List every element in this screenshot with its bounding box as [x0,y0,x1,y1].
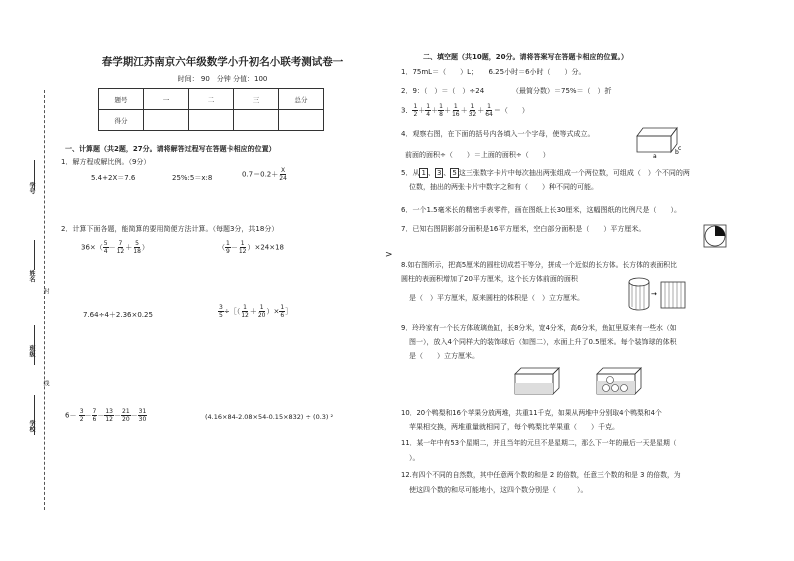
score-row-label: 得分 [99,110,144,131]
digit-card: 1 [421,169,426,177]
score-cell[interactable] [279,110,324,131]
frac-numerator: 3 [79,408,84,415]
frac-numerator: 1 [280,304,285,311]
fraction [438,103,444,118]
frac-numerator: 1 [226,240,230,247]
frac-numerator: 5 [135,240,139,247]
frac-numerator: 1 [453,103,458,110]
fraction [121,408,131,423]
expr-text: － [230,243,238,252]
q2-expr6: (4.16×84-2.08×54-0.15×832) ÷ (0.3) ² [205,413,334,421]
fill-q12b: 使这四个数的和尽可能地小，这四个数分别是（ ）。 [409,486,588,494]
q5-text: 这三张数字卡片中每次抽出两张组成一个两位数，可组成（ ）个不同的两 [458,169,690,177]
q2-expr5: 6－ $\frac{3}{2}$ － $\frac{7}{6}$ － $\frac{13}{12}$ － $\frac{21}{20}$ － $\frac{31}{30}$ [65,408,147,423]
score-row [99,110,324,131]
frac-numerator: 1 [243,304,247,311]
score-cell[interactable] [189,110,234,131]
right-page [395,48,775,528]
frac-denominator: 20 [257,312,266,319]
fill-q11a: 11．某一年中有53个星期二，并且当年的元旦不是星期二，那么下一年的最后一天是星期（ [401,439,677,447]
frac-numerator: 1 [470,103,475,110]
fraction [484,103,494,118]
fraction [132,240,142,255]
expr-text: ＋ [125,243,133,252]
q1-eq3 [242,167,288,182]
fill-q9b: 图一），放入4个同样大的装饰球后（如图二），水面上升了0.5厘米。每个装饰球的体积 [409,338,677,346]
frac-denominator: 12 [116,248,125,255]
frac-denominator: 24 [279,175,287,182]
fish-tank-figure-2 [595,366,645,396]
fraction [451,103,461,118]
fill-q9a: 9．玲玲家有一个长方体玻璃鱼缸，长8分米，宽4分米，高6分米，鱼缸里原来有一些水（如 [401,324,677,332]
q1-eq3-frac [278,167,288,182]
frac-denominator: 6 [92,416,97,423]
student-id-label: 学号 [28,182,35,194]
frac-numerator: 1 [487,103,491,110]
expr-text: ］ [285,307,293,316]
fraction [92,408,98,423]
expr-text: （ [218,243,225,252]
fraction [104,408,114,423]
frac-numerator: 1 [439,103,443,110]
name-label: 姓名 [28,270,35,282]
score-header-cell: 三 [234,89,279,110]
frac-denominator: 5 [219,312,223,319]
score-header-row [99,89,324,110]
svg-text:→: → [651,290,657,298]
fill-q2a: 2．9：（ ）＝（ ）÷24 [401,87,485,95]
frac-denominator: 6 [280,312,285,319]
frac-denominator: 64 [485,111,493,118]
cuboid-figure [635,124,683,158]
fill-q8b: 圆柱的表面积增加了20平方厘米，这个长方体前面的面积 [401,275,578,283]
score-header-cell: 总分 [279,89,324,110]
q2-expr3: 7.64÷4＋2.36×0.25 [83,311,153,319]
binding-dashed-line [44,90,45,510]
frac-denominator: 8 [439,111,443,118]
shaded-circle-figure [703,224,727,248]
q2-expr2 [218,240,284,255]
digit-card: 3 [436,169,442,177]
fraction [116,240,126,255]
fill-q3: 3． $\frac{1}{2}$ ＋ $\frac{1}{4}$ ＋ $\frac{1}{8}$ ＋ $\frac{1}{16}$ ＋ $\frac{1}{32}$ ＋ $\frac{1}{64}$ ＝（ ） [401,103,529,118]
q5-text: 5．从 [401,169,420,177]
q1-eq1: 5.4+2X＝7.6 [91,174,136,182]
cylinder-cut-figure [627,276,687,312]
q3-prefix: 3． [401,106,413,115]
frac-denominator: 2 [413,111,418,118]
frac-denominator: 20 [122,416,130,423]
expr-text: 36×（ [81,243,103,252]
fraction [240,304,250,319]
fraction [412,103,418,118]
frac-numerator: 1 [240,240,245,247]
fill-q4b: 前面的面积÷（ ）＝上面的面积÷（ ） [405,151,550,159]
digit-card: 5 [452,169,457,177]
frac-numerator: 7 [118,240,123,247]
fill-q5: 5．从 1 、 3 、 5 这三张数字卡片中每次抽出两张组成一个两位数，可组成（ ）个不同的两 [401,169,690,177]
fill-q11b: ）。 [409,454,420,462]
score-cell[interactable] [234,110,279,131]
frac-numerator: 5 [103,240,108,247]
frac-denominator: 4 [103,248,108,255]
frac-numerator: 1 [426,103,431,110]
frac-numerator: 31 [138,408,147,415]
frac-denominator: 9 [226,248,230,255]
score-header-cell: 题号 [99,89,144,110]
fill-q10a: 10．20个鸭梨和16个苹果分放两堆，共重11千克，如果从两堆中分别取4个鸭梨和4个 [401,409,662,417]
frac-numerator: 1 [413,103,418,110]
school-label: 学校 [28,420,35,432]
frac-numerator: 21 [122,408,130,415]
frac-denominator: 18 [133,248,141,255]
score-header-cell: 二 [189,89,234,110]
score-table [98,88,324,131]
expr-text: ＋ [249,307,257,316]
fraction [138,408,148,423]
fill-q9c: 是（ ）立方厘米。 [409,352,479,360]
fill-q10b: 苹果相交换，两堆重量就相同了，每个鸭梨比苹果重（ ）千克。 [409,423,619,431]
exam-meta: 时间： 90 分钟 分值：100 [177,75,268,83]
frac-denominator: 32 [468,111,477,118]
class-label: 班级 [28,345,35,357]
frac-denominator: 4 [426,111,431,118]
fraction [468,103,478,118]
q2-expr1 [81,240,149,255]
expr-text: 6－ [65,411,77,420]
expr-text: ÷［（ [223,307,241,316]
cuboid-label-b: b [675,149,679,156]
expr-text: ）× [266,307,280,316]
name-underline [34,240,35,270]
q2-text: 2．计算下面各题，能简算的要用简便方法计算。（每题3分，共18分） [61,225,279,233]
frac-denominator: 30 [138,416,147,423]
fraction [79,408,85,423]
frac-denominator: 12 [105,416,113,423]
section1-title: 一、计算题（共2题，27分。请将解答过程写在答题卡相应的位置） [65,145,276,153]
expr-text: － [108,243,116,252]
q1-eq2: 25%:5＝x:8 [172,174,213,182]
frac-denominator: 12 [238,248,247,255]
frac-numerator: 7 [92,408,97,415]
frac-denominator: 12 [241,312,249,319]
score-header-cell: 一 [144,89,189,110]
fill-q8c: 是（ ）平方厘米，原来圆柱的体积是（ ）立方厘米。 [409,294,584,302]
cuboid-label-a: a [653,153,657,158]
fill-q6: 6．一个1.5毫米长的精密手表零件，画在图纸上长30厘米，这幅图纸的比例尺是（ ）。 [401,206,681,214]
expr-text: ）×24×18 [247,243,285,252]
fill-q2b: （最简分数）＝75%＝（ ）折 [512,87,612,95]
fill-q1: 1．75mL＝（ ）L； 6.25小时＝6小时（ ）分。 [401,68,586,76]
fill-q7: 7．已知右图阴影部分面积是16平方厘米，空白部分面积是（ ）平方厘米。 [401,225,646,233]
fill-q8a: 8.如右图所示，把高5厘米的圆柱切成若干等分，拼成一个近似的长方体。长方体的表面积比 [401,261,677,269]
page-arrow: > [385,250,393,260]
left-page [55,40,390,540]
fill-q12a: 12.有四个不同的自然数，其中任意两个数的和是 2 的倍数，任意三个数的和是 3 的倍数，为 [401,471,681,479]
frac-numerator: 3 [219,304,223,311]
fill-q4a: 4．观察右图，在下面的括号内各填入一个字母，使等式成立。 [401,130,595,138]
q1-eq3-prefix: 0.7＝0.2＋ [242,170,279,179]
frac-numerator: 13 [105,408,113,415]
frac-denominator: 16 [451,111,460,118]
cuboid-label-c: c [678,145,682,152]
score-cell[interactable] [144,110,189,131]
exam-title: 春学期江苏南京六年级数学小升初名小联考测试卷一 [101,56,344,68]
frac-numerator: 1 [259,304,264,311]
fraction [425,103,431,118]
q1-text: 1．解方程或解比例。（9分） [61,158,151,166]
q2-expr4 [218,304,292,319]
line-mark: 线 [42,380,49,386]
q3-suffix: ＝（ ） [493,106,529,115]
frac-numerator: X [281,167,286,174]
section2-title: 二、填空题（共10题，20分。请将答案写在答题卡相应的位置。） [423,53,628,61]
fish-tank-figure-1 [513,366,563,396]
fill-q5c: 位数，抽出的两张卡片中数字之和有（ ）种不同的可能。 [409,183,598,191]
frac-denominator: 2 [79,416,84,423]
seal-mark: 封 [42,288,49,294]
expr-text: ） [141,243,149,252]
